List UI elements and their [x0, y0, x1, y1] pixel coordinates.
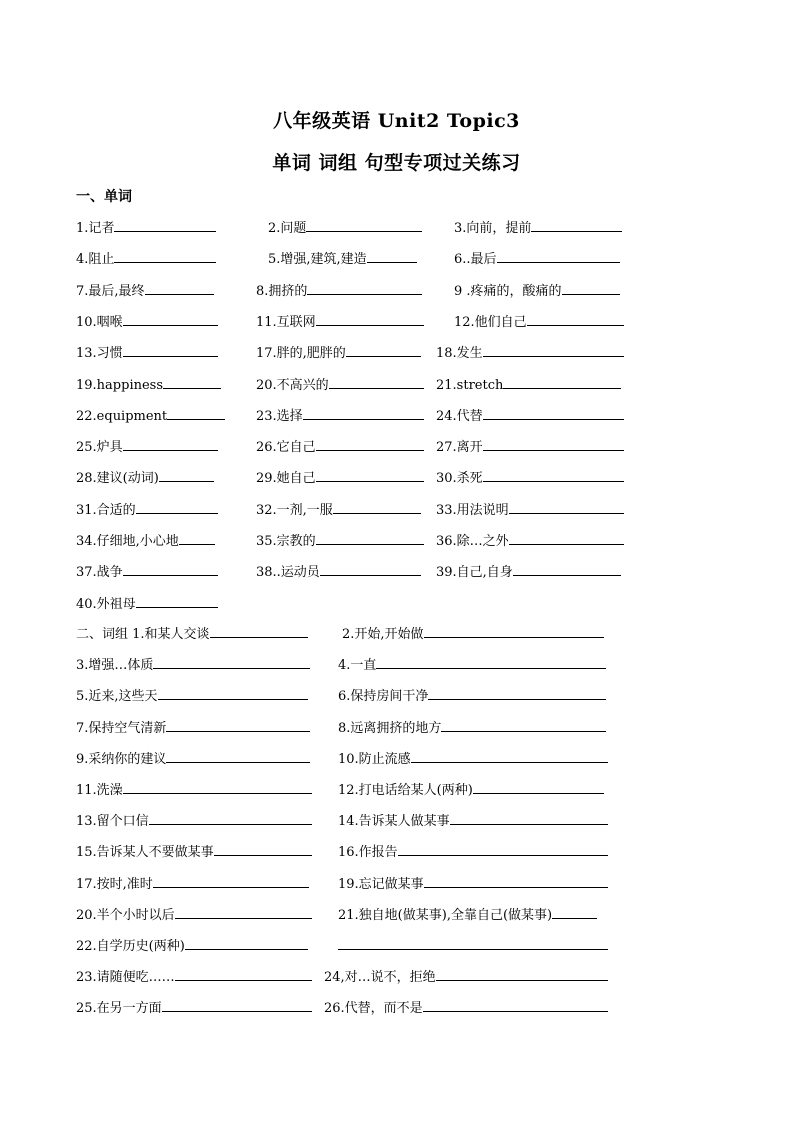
phrase-item [76, 718, 310, 737]
word-item [436, 562, 621, 581]
phrase-item [338, 749, 608, 768]
word-item-label: 4.阻止 [76, 252, 115, 267]
word-item-label: 11.互联网 [256, 315, 316, 330]
word-item [76, 406, 225, 425]
word-item [436, 500, 624, 519]
worksheet-title: 八年级英语 Unit2 Topic3 [273, 110, 520, 132]
word-item-label: 12.他们自己 [454, 315, 527, 330]
phrase-item [76, 811, 312, 830]
section-heading-words: 一、单词 [76, 189, 132, 205]
phrase-item-label: 17.按时,准时 [76, 877, 153, 892]
phrase-item [338, 905, 597, 924]
phrase-item-label: 21.独自地(做某事),全靠自己(做某事) [338, 908, 553, 923]
answer-blank[interactable] [303, 406, 424, 420]
answer-blank[interactable] [497, 249, 620, 263]
word-item-label: 27.离开 [436, 440, 483, 455]
word-item [256, 437, 424, 456]
phrase-item [76, 967, 312, 986]
phrase-item-label: 9.采纳你的建议 [76, 752, 167, 767]
phrase-item [76, 936, 308, 955]
phrase-item-label: 6.保持房间干净 [338, 689, 429, 704]
word-item [76, 249, 216, 268]
phrase-item-label: 3.增强…体质 [76, 658, 154, 673]
answer-blank[interactable] [441, 718, 606, 732]
phrase-item [338, 811, 608, 830]
answer-blank[interactable] [179, 531, 215, 545]
word-item [268, 218, 422, 237]
phrase-item [76, 655, 310, 674]
word-item-label: 8.拥挤的 [256, 284, 308, 299]
answer-blank[interactable] [123, 562, 218, 576]
phrase-item-label: 7.保持空气清新 [76, 721, 167, 736]
word-item-label: 28.建议(动词) [76, 471, 159, 486]
word-item-label: 10.咽喉 [76, 315, 123, 330]
phrase-item-label: 14.告诉某人做某事 [338, 814, 450, 829]
word-item-label: 29.她自己 [256, 471, 316, 486]
answer-blank[interactable] [483, 406, 624, 420]
word-item-label: 9 .疼痛的，酸痛的 [454, 284, 562, 299]
answer-blank[interactable] [123, 437, 218, 451]
word-item [256, 531, 424, 550]
answer-blank[interactable] [175, 967, 312, 981]
word-item [256, 312, 424, 331]
word-item-label: 30.杀死 [436, 471, 483, 486]
word-item [436, 468, 624, 487]
answer-blank[interactable] [483, 468, 624, 482]
phrase-item [342, 624, 604, 643]
word-item-label: 25.炉具 [76, 440, 123, 455]
answer-blank[interactable] [185, 936, 308, 950]
word-item [436, 406, 624, 425]
phrase-item-label: 15.告诉某人不要做某事 [76, 845, 214, 860]
answer-blank[interactable] [162, 998, 312, 1012]
word-item-label: 24.代替 [436, 409, 483, 424]
answer-blank[interactable] [149, 811, 312, 825]
word-item [76, 594, 218, 613]
word-item [76, 500, 218, 519]
word-item-label: 31.合适的 [76, 503, 136, 518]
answer-blank[interactable] [531, 218, 622, 232]
phrase-item-label: 25.在另一方面 [76, 1001, 162, 1016]
word-item [76, 437, 218, 456]
phrase-item-label: 12.打电话给某人(两种) [338, 783, 473, 798]
answer-blank[interactable] [428, 686, 606, 700]
answer-blank[interactable] [114, 249, 216, 263]
answer-blank[interactable] [316, 312, 424, 326]
answer-blank[interactable] [411, 749, 608, 763]
answer-blank[interactable] [509, 500, 624, 514]
phrase-item-label: 26.代替，而不是 [324, 1001, 423, 1016]
word-item-label: 37.战争 [76, 565, 123, 580]
phrase-item [338, 874, 608, 893]
answer-blank[interactable] [307, 281, 422, 295]
answer-blank[interactable] [436, 967, 608, 981]
word-item-label: 17.胖的,肥胖的 [256, 346, 346, 361]
answer-blank[interactable] [145, 281, 214, 295]
phrase-item [338, 842, 608, 861]
phrase-item-label: 13.留个口信 [76, 814, 149, 829]
answer-blank[interactable] [552, 905, 597, 919]
answer-blank[interactable] [562, 281, 620, 295]
answer-blank[interactable] [123, 780, 312, 794]
phrase-item [76, 780, 312, 799]
answer-blank[interactable] [483, 437, 624, 451]
answer-blank[interactable] [376, 655, 606, 669]
answer-blank[interactable] [210, 624, 308, 638]
word-item [454, 281, 620, 300]
word-item-label: 39.自己,自身 [436, 565, 513, 580]
word-item-label: 13.习惯 [76, 346, 123, 361]
answer-blank[interactable] [346, 343, 421, 357]
answer-blank[interactable] [527, 312, 624, 326]
answer-blank[interactable] [114, 218, 216, 232]
phrase-item-label: 23.请随便吃…… [76, 970, 175, 985]
answer-blank[interactable] [316, 531, 424, 545]
word-item-label: 40.外祖母 [76, 597, 136, 612]
answer-blank[interactable] [153, 655, 310, 669]
phrase-item-label: 22.自学历史(两种) [76, 939, 185, 954]
answer-blank[interactable] [153, 874, 309, 888]
answer-blank[interactable] [423, 998, 608, 1012]
word-item-label: 38..运动员 [256, 565, 320, 580]
answer-blank[interactable] [159, 468, 214, 482]
word-item [436, 375, 621, 394]
phrase-item-label: 24,对…说不，拒绝 [324, 970, 436, 985]
phrase-item-label: 8.远离拥挤的地方 [338, 721, 442, 736]
phrase-item [338, 936, 608, 955]
phrase-item [76, 874, 309, 893]
word-item-label: 22.equipment [76, 409, 168, 424]
word-item-label: 3.向前，提前 [454, 221, 532, 236]
word-item [436, 531, 624, 550]
word-item [454, 312, 624, 331]
word-item-label: 20.不高兴的 [256, 378, 329, 393]
answer-blank[interactable] [123, 343, 218, 357]
phrase-item-label: 20.半个小时以后 [76, 908, 175, 923]
answer-blank[interactable] [214, 842, 312, 856]
word-item [76, 375, 221, 394]
word-item-label: 33.用法说明 [436, 503, 509, 518]
phrase-item [338, 655, 606, 674]
answer-blank[interactable] [333, 500, 421, 514]
word-item-label: 23.选择 [256, 409, 303, 424]
word-item-label: 35.宗教的 [256, 534, 316, 549]
word-item [76, 343, 218, 362]
word-item-label: 26.它自己 [256, 440, 316, 455]
answer-blank[interactable] [503, 375, 621, 389]
answer-blank[interactable] [136, 594, 218, 608]
word-item [76, 468, 214, 487]
word-item-label: 18.发生 [436, 346, 483, 361]
phrase-item [338, 780, 604, 799]
word-item [436, 437, 624, 456]
answer-blank[interactable] [367, 249, 417, 263]
answer-blank[interactable] [306, 218, 422, 232]
phrase-item [76, 998, 312, 1017]
phrase-item [76, 749, 310, 768]
word-item [454, 218, 622, 237]
worksheet-subtitle: 单词 词组 句型专项过关练习 [272, 152, 521, 174]
word-item-label: 1.记者 [76, 221, 115, 236]
phrase-item-label: 10.防止流感 [338, 752, 411, 767]
answer-blank[interactable] [483, 343, 624, 357]
word-item-label: 7.最后,最终 [76, 284, 145, 299]
word-item [76, 312, 218, 331]
answer-blank[interactable] [316, 437, 424, 451]
word-item-label: 34.仔细地,小心地 [76, 534, 179, 549]
answer-blank[interactable] [123, 312, 218, 326]
word-item-label: 5.增强,建筑,建造 [268, 252, 367, 267]
answer-blank[interactable] [167, 406, 225, 420]
word-item [454, 249, 620, 268]
word-item-label: 36.除…之外 [436, 534, 509, 549]
phrase-item [76, 686, 308, 705]
word-item-label: 32.一剂,一服 [256, 503, 333, 518]
word-item-label: 6..最后 [454, 252, 497, 267]
word-item [76, 531, 215, 550]
word-item [256, 468, 424, 487]
answer-blank[interactable] [320, 562, 421, 576]
word-item [76, 218, 216, 237]
phrase-item [338, 718, 606, 737]
answer-blank[interactable] [316, 468, 424, 482]
word-item [268, 249, 417, 268]
answer-blank[interactable] [166, 749, 310, 763]
phrase-item-label: 2.开始,开始做 [342, 627, 424, 642]
answer-blank[interactable] [136, 500, 218, 514]
phrase-item [76, 624, 308, 643]
answer-blank[interactable] [473, 780, 604, 794]
phrase-item-label: 11.洗澡 [76, 783, 123, 798]
answer-blank[interactable] [450, 811, 608, 825]
answer-blank[interactable] [158, 686, 308, 700]
answer-blank[interactable] [338, 936, 608, 950]
word-item [256, 343, 421, 362]
phrase-item [324, 998, 608, 1017]
answer-blank[interactable] [509, 531, 624, 545]
phrase-item [76, 842, 312, 861]
answer-blank[interactable] [424, 874, 608, 888]
word-item [256, 406, 424, 425]
answer-blank[interactable] [166, 718, 310, 732]
phrase-item-label: 16.作报告 [338, 845, 398, 860]
phrase-item-label: 4.一直 [338, 658, 377, 673]
phrase-item-label: 二、词组 1.和某人交谈 [76, 627, 210, 642]
answer-blank[interactable] [163, 375, 221, 389]
word-item [76, 281, 214, 300]
word-item [256, 500, 421, 519]
phrase-item-label: 5.近来,这些天 [76, 689, 158, 704]
answer-blank[interactable] [513, 562, 621, 576]
word-item-label: 21.stretch [436, 378, 504, 393]
answer-blank[interactable] [175, 905, 312, 919]
word-item [256, 281, 422, 300]
word-item [76, 562, 218, 581]
phrase-item [324, 967, 608, 986]
word-item-label: 2.问题 [268, 221, 307, 236]
phrase-item [76, 905, 312, 924]
answer-blank[interactable] [329, 375, 424, 389]
word-item [256, 375, 424, 394]
word-item-label: 19.happiness [76, 378, 164, 393]
answer-blank[interactable] [424, 624, 604, 638]
word-item [256, 562, 421, 581]
answer-blank[interactable] [398, 842, 608, 856]
phrase-item-label: 19.忘记做某事 [338, 877, 424, 892]
phrase-item [338, 686, 606, 705]
word-item [436, 343, 624, 362]
